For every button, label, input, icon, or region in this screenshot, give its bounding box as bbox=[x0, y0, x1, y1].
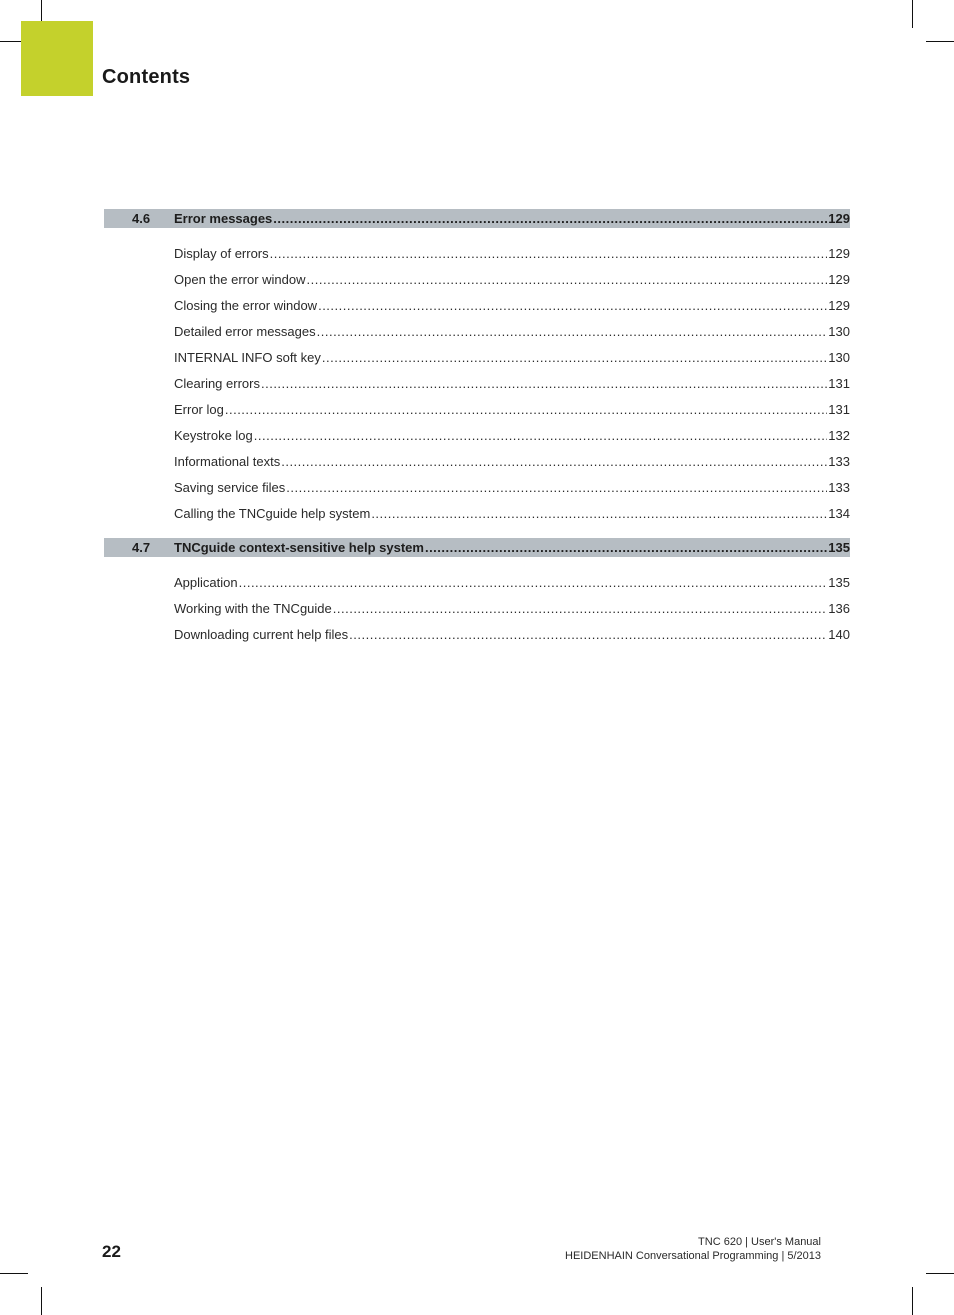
entry-title: INTERNAL INFO soft key bbox=[174, 350, 321, 365]
entry-page: 134 bbox=[828, 506, 850, 521]
page-number: 22 bbox=[102, 1242, 121, 1261]
section-number: 4.7 bbox=[132, 540, 151, 555]
entry-title: Working with the TNCguide bbox=[174, 601, 332, 616]
entry-title: Keystroke log bbox=[174, 428, 253, 443]
footer-manual-title: TNC 620 | User's Manual bbox=[698, 1236, 821, 1248]
toc-section-4-7[interactable] bbox=[104, 538, 850, 557]
toc-entry[interactable] bbox=[104, 267, 850, 293]
page-title: Contents bbox=[102, 66, 191, 88]
entry-page: 140 bbox=[828, 627, 850, 642]
toc-entry[interactable] bbox=[104, 241, 850, 267]
entry-title: Saving service files bbox=[174, 480, 286, 495]
toc-entry[interactable] bbox=[104, 345, 850, 371]
dot-leader bbox=[333, 596, 828, 622]
dot-leader bbox=[281, 449, 827, 475]
toc-entry[interactable] bbox=[104, 319, 850, 345]
dot-leader bbox=[322, 345, 827, 371]
dot-leader bbox=[270, 241, 828, 267]
entry-page: 129 bbox=[828, 298, 850, 313]
dot-leader bbox=[371, 501, 827, 527]
entry-page: 130 bbox=[828, 350, 850, 365]
toc-entry[interactable] bbox=[104, 570, 850, 596]
entry-title: Clearing errors bbox=[174, 376, 260, 391]
dot-leader bbox=[317, 319, 828, 345]
entry-page: 136 bbox=[828, 601, 850, 616]
table-of-contents bbox=[104, 209, 850, 659]
toc-entry[interactable] bbox=[104, 596, 850, 622]
dot-leader bbox=[254, 423, 828, 449]
toc-section-items bbox=[104, 228, 850, 538]
entry-page: 131 bbox=[828, 376, 850, 391]
entry-title: Error log bbox=[174, 402, 224, 417]
crop-mark bbox=[926, 41, 954, 42]
dot-leader bbox=[239, 570, 828, 596]
entry-page: 129 bbox=[828, 272, 850, 287]
crop-mark bbox=[41, 1287, 42, 1315]
entry-title: Closing the error window bbox=[174, 298, 318, 313]
entry-title: Display of errors bbox=[174, 246, 269, 261]
toc-entry[interactable] bbox=[104, 293, 850, 319]
dot-leader bbox=[261, 371, 827, 397]
entry-title: Detailed error messages bbox=[174, 324, 316, 339]
footer-publisher-date: HEIDENHAIN Conversational Programming | 5/2013 bbox=[565, 1250, 821, 1262]
entry-page: 132 bbox=[828, 428, 850, 443]
toc-entry[interactable] bbox=[104, 397, 850, 423]
entry-title: Calling the TNCguide help system bbox=[174, 506, 371, 521]
toc-entry[interactable] bbox=[104, 449, 850, 475]
entry-page: 135 bbox=[828, 575, 850, 590]
toc-entry[interactable] bbox=[104, 501, 850, 527]
entry-page: 133 bbox=[828, 454, 850, 469]
toc-section-4-6[interactable] bbox=[104, 209, 850, 228]
dot-leader bbox=[286, 475, 827, 501]
dot-leader bbox=[425, 538, 827, 557]
toc-entry[interactable] bbox=[104, 622, 850, 648]
entry-title: Informational texts bbox=[174, 454, 281, 469]
toc-section-items bbox=[104, 557, 850, 659]
section-page: 135 bbox=[828, 540, 850, 555]
dot-leader bbox=[273, 209, 827, 228]
crop-mark bbox=[0, 1273, 28, 1274]
entry-title: Downloading current help files bbox=[174, 627, 349, 642]
section-title: TNCguide context-sensitive help system bbox=[174, 540, 424, 555]
entry-page: 131 bbox=[828, 402, 850, 417]
footer-info bbox=[565, 1235, 821, 1263]
section-title: Error messages bbox=[174, 211, 273, 226]
entry-page: 130 bbox=[828, 324, 850, 339]
dot-leader bbox=[307, 267, 828, 293]
toc-entry[interactable] bbox=[104, 371, 850, 397]
entry-page: 129 bbox=[828, 246, 850, 261]
entry-title: Application bbox=[174, 575, 238, 590]
entry-title: Open the error window bbox=[174, 272, 306, 287]
crop-mark bbox=[912, 1287, 913, 1315]
section-number: 4.6 bbox=[132, 211, 151, 226]
toc-entry[interactable] bbox=[104, 475, 850, 501]
entry-page: 133 bbox=[828, 480, 850, 495]
crop-mark bbox=[912, 0, 913, 28]
dot-leader bbox=[318, 293, 827, 319]
crop-mark bbox=[926, 1273, 954, 1274]
section-page: 129 bbox=[828, 211, 850, 226]
toc-entry[interactable] bbox=[104, 423, 850, 449]
chapter-accent-square bbox=[21, 21, 93, 96]
dot-leader bbox=[225, 397, 827, 423]
dot-leader bbox=[349, 622, 827, 648]
